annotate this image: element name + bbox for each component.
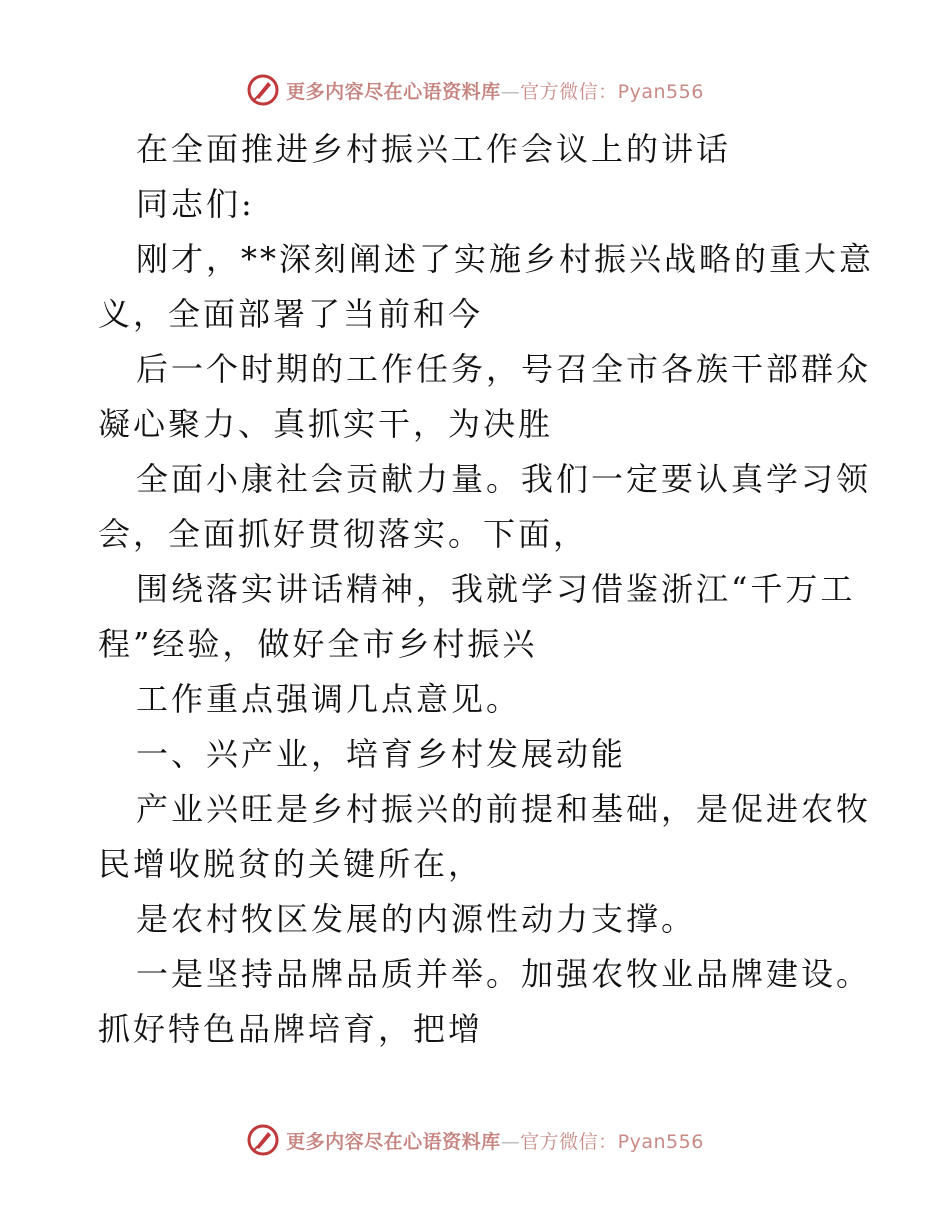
paragraph-line: 围绕落实讲话精神，我就学习借鉴浙江“千万工 [136, 570, 856, 608]
paragraph [98, 562, 858, 672]
watermark-text [286, 77, 704, 104]
paragraph-line: 一、兴产业，培育乡村发展动能 [136, 735, 627, 773]
paragraph-line: 凝心聚力、真抓实干，为决胜 [98, 405, 554, 443]
paragraph [98, 892, 858, 947]
paragraph [98, 452, 872, 562]
watermark-dash: — [500, 1130, 521, 1153]
watermark-wechat-text: 官方微信：Pyan556 [520, 1130, 704, 1153]
paragraph [98, 727, 858, 782]
paragraph-line: 程”经验，做好全市乡村振兴 [98, 625, 538, 663]
paragraph [98, 177, 858, 232]
paragraph-line: 在全面推进乡村振兴工作会议上的讲话 [136, 130, 732, 168]
paragraph [98, 672, 858, 727]
paragraph [98, 947, 872, 1057]
watermark-text [286, 1127, 704, 1154]
paragraph-line: 抓好特色品牌培育，把增 [98, 1010, 484, 1048]
paragraph-line: 后一个时期的工作任务，号召全市各族干部群众 [136, 350, 872, 388]
watermark-wechat-text: 官方微信：Pyan556 [520, 80, 704, 103]
paragraph [98, 232, 875, 342]
paragraph [98, 122, 858, 177]
watermark-header [0, 70, 950, 110]
paragraph [98, 782, 872, 892]
paragraph-line: 同志们: [136, 185, 255, 223]
paragraph-line: 民增收脱贫的关键所在， [98, 845, 484, 883]
watermark-dash: — [500, 80, 521, 103]
paragraph-line: 一是坚持品牌品质并举。加强农牧业品牌建设。 [136, 955, 872, 993]
paragraph-line: 全面小康社会贡献力量。我们一定要认真学习领 [136, 460, 872, 498]
paragraph [98, 342, 872, 452]
paragraph-line: 刚才，**深刻阐述了实施乡村振兴战略的重大意 [136, 240, 875, 278]
paragraph-line: 是农村牧区发展的内源性动力支撑。 [136, 900, 697, 938]
quill-logo-icon [246, 1123, 280, 1157]
document-body [98, 122, 875, 1057]
paragraph-line: 义，全面部署了当前和今 [98, 295, 484, 333]
watermark-main-text: 更多内容尽在心语资料库 [286, 1130, 501, 1153]
watermark-footer [0, 1120, 950, 1160]
quill-logo-icon [246, 73, 280, 107]
paragraph-line: 产业兴旺是乡村振兴的前提和基础，是促进农牧 [136, 790, 872, 828]
watermark-main-text: 更多内容尽在心语资料库 [286, 80, 501, 103]
paragraph-line: 会，全面抓好贯彻落实。下面， [98, 515, 589, 553]
paragraph-line: 工作重点强调几点意见。 [136, 680, 522, 718]
